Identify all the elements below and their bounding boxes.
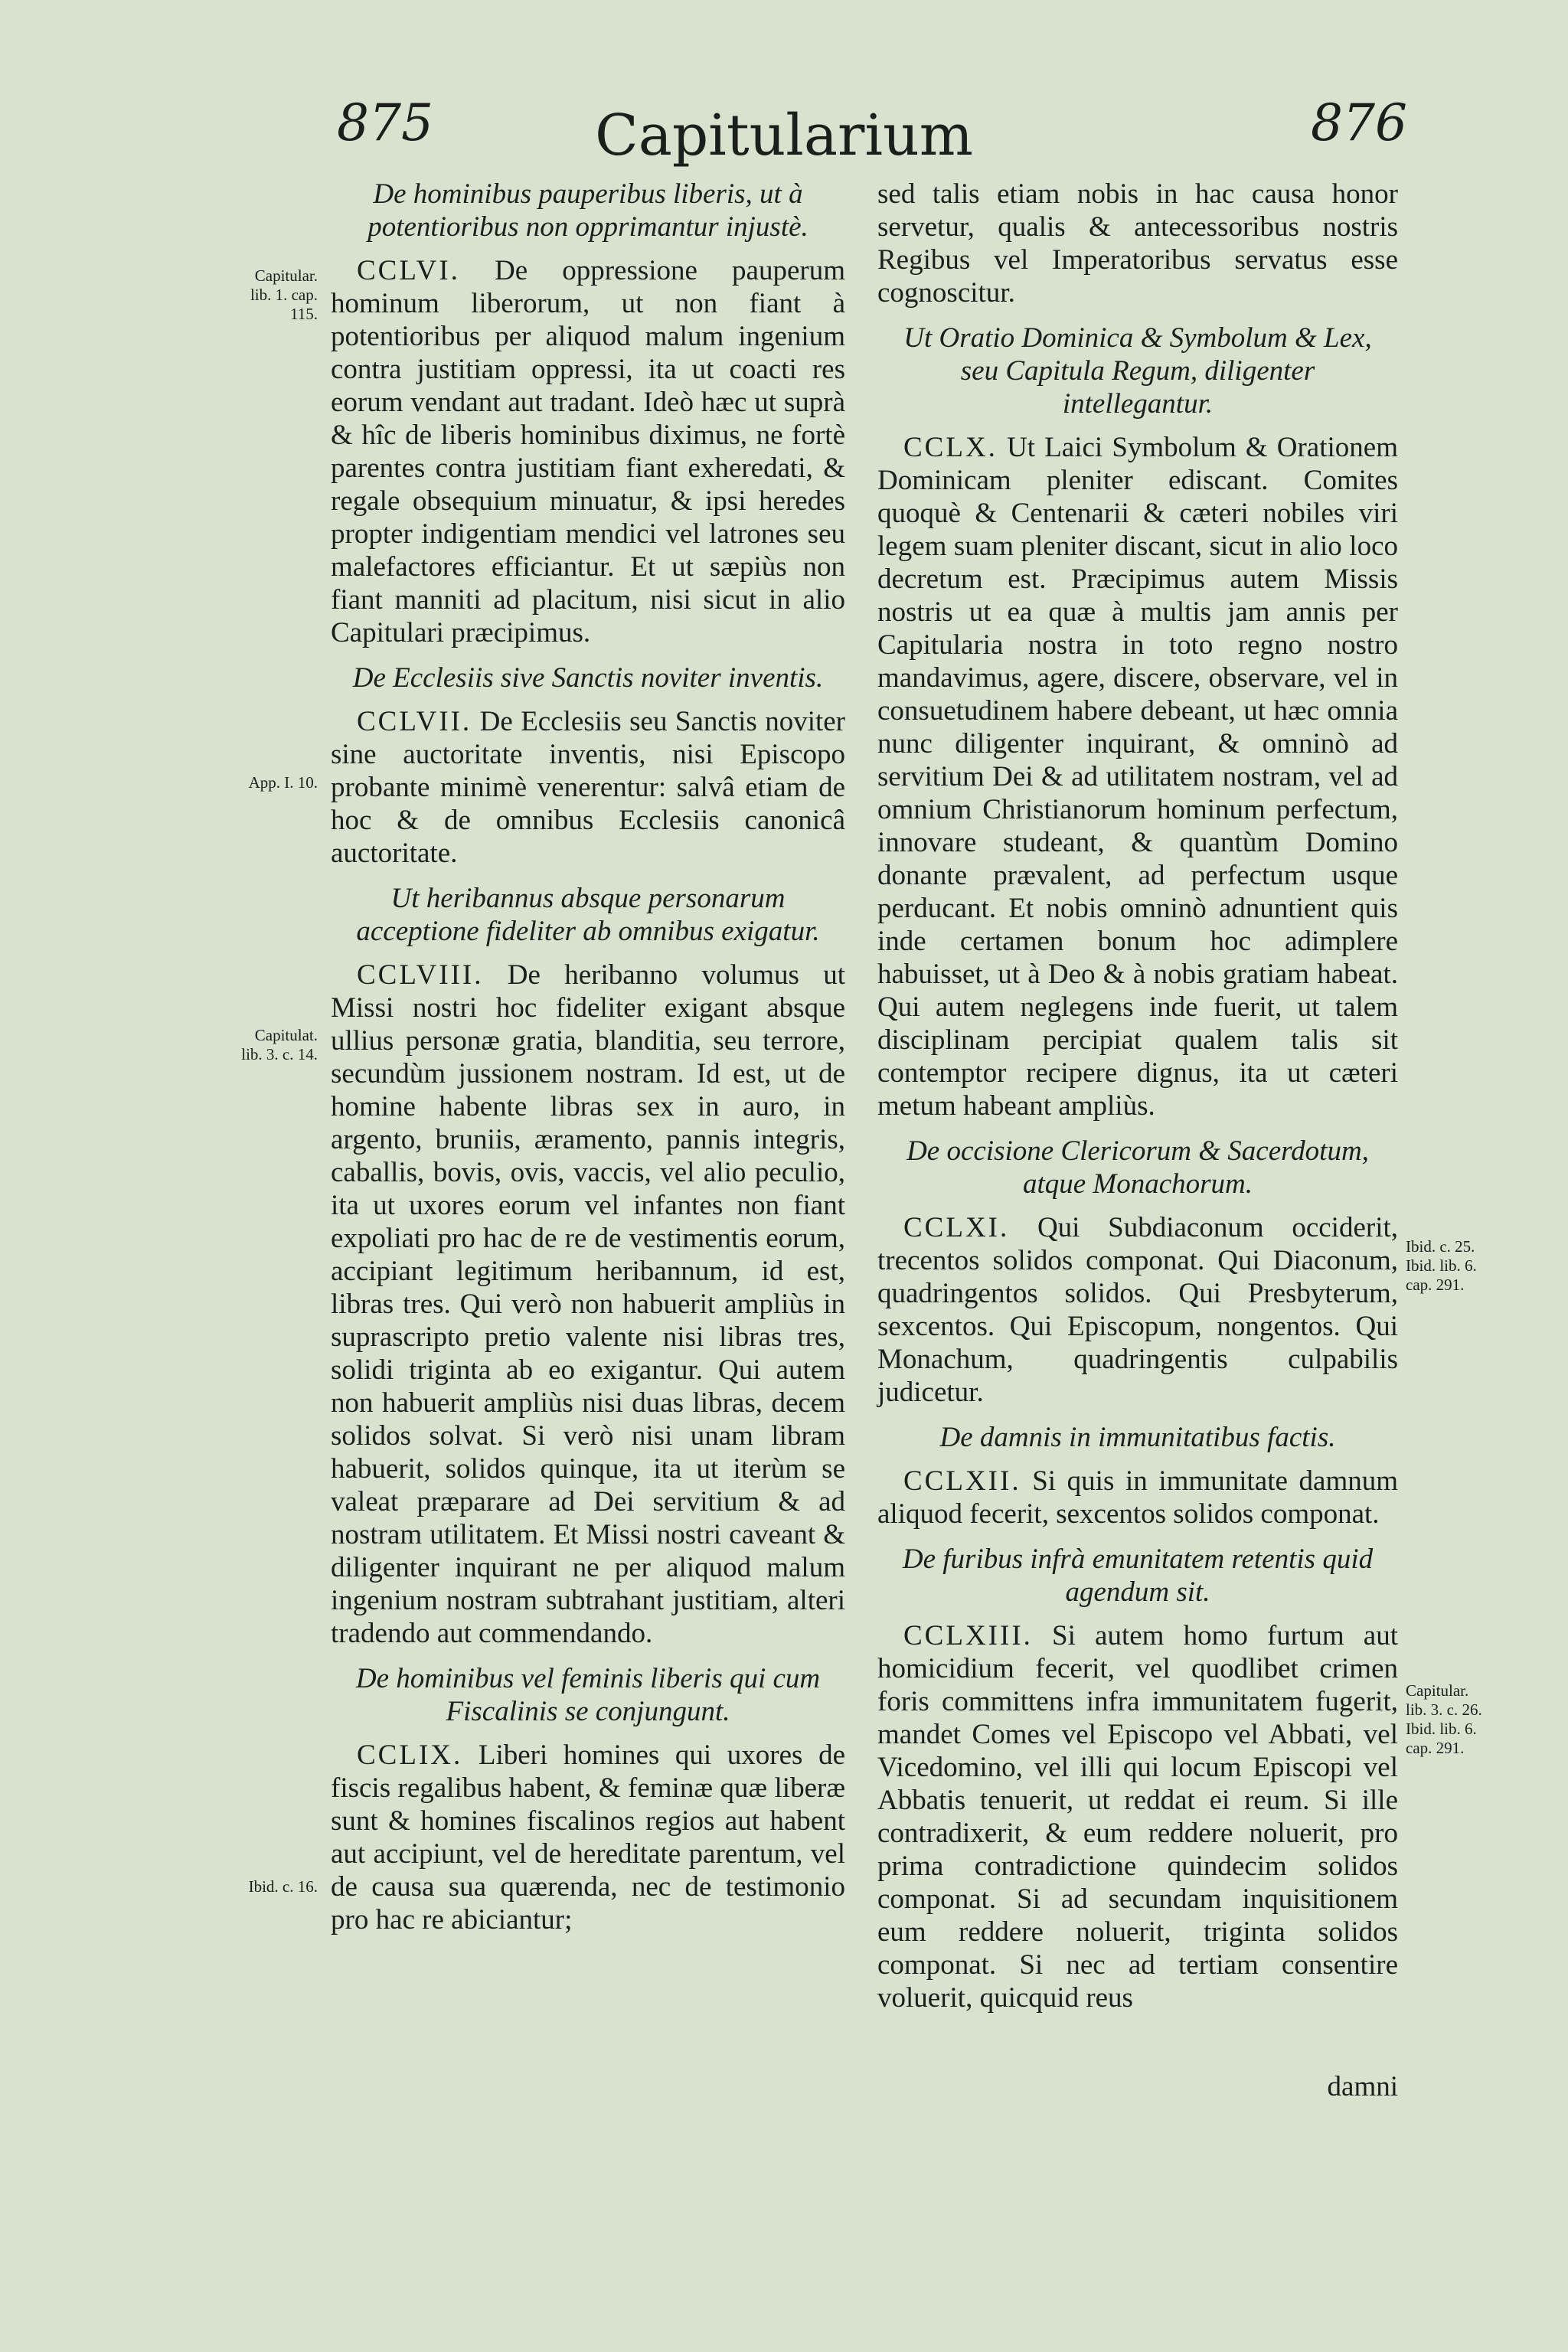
chapter-number: CCLVIII. [357,959,484,991]
section-heading: Ut heribannus absque personarum acceptione fideliter ab omnibus exigatur. [356,883,820,947]
chapter-text: De Ecclesiis seu Sanctis noviter sine auctoritate inventis, nisi Episcopo probante minimè venerentur: salvâ etiam de hoc & de omnibus Ecclesiis canonicâ auctoritate. [331,706,846,869]
chapter-paragraph [331,959,845,1650]
margin-note-ref: App. I. 10. [248,773,318,792]
chapter-number: CCLVII. [357,706,472,737]
chapter-text: Ut Laici Symbolum & Orationem Dominicam pleniter ediscant. Comites quoquè & Centenarii & cæteri nobiles viri legem suam pleniter discant, sicut in alio loco decretum est. Præcipimus autem Missis nostris ut ea quæ à multis jam annis per Capitularia nostra in toto regno nostro mandavimus, agere, discere, observare, vel in consuetudinem habere debeant, ut hæc omnia nunc diligenter inquirant, & omninò ad servitium Dei & ad utilitatem nostram, vel ad omnium Christianorum hominum perfectum, innovare studeant, & quantùm Domino donante prævalent, ad perfectum usque perducant. Et nobis omninò adnuntient quis inde certamen bonum hoc adimplere habuisset, ut à Deo & à nobis gratiam habeat. Qui autem neglegens inde fuerit, ut talem disciplinam percipiat qualem talis sit contemptor recipere dignus, ita ut cæteri metum habeant ampliùs. [877,432,1398,1122]
chapter-number: CCLVI. [357,255,460,286]
section-heading: De hominibus pauperibus liberis, ut à potentioribus non opprimantur injustè. [368,178,808,243]
section-heading: De furibus infrà emunitatem retentis quid agendum sit. [902,1544,1374,1608]
catchword: damni [1327,2071,1398,2102]
left-column [331,178,845,1949]
margin-note-ref: Ibid. c. 25. Ibid. lib. 6. cap. 291. [1406,1237,1477,1294]
page-number-right: 876 [1311,93,1407,152]
chapter-text: sed talis etiam nobis in hac causa honor servetur, qualis & antecessoribus nostris Regibus vel Imperatoribus servatus esse cognoscitur. [877,178,1398,309]
chapter-paragraph [877,178,1398,309]
chapter-text: Qui Subdiaconum occiderit, trecentos solidos componat. Qui Diaconum, quadringentos solidos. Qui Presbyterum, sexcentos. Qui Episcopum, nongentos. Qui Monachum, quadringentis culpabilis judicetur. [877,1212,1398,1408]
margin-note-ref: Capitulat. lib. 3. c. 14. [241,1026,318,1063]
running-title: Capitularium [595,103,973,168]
chapter-number: CCLX. [903,432,998,463]
chapter-text: Si autem homo furtum aut homicidium fecerit, vel quodlibet crimen foris committens infra immunitatem fugerit, mandet Comes vel Episcopo vel Abbati, vel Vicedomino, vel illi qui locum Episcopi vel Abbatis tenuerit, ut reddat ei reum. Si ille contradixerit, & eum reddere noluerit, pro prima contradictione quindecim solidos componat. Si ad secundam inquisitionem eum reddere noluerit, triginta solidos componat. Si nec ad tertiam consentire voluerit, quicquid reus [877,1620,1399,2014]
chapter-paragraph [331,1739,845,1936]
chapter-text: De heribanno volumus ut Missi nostri hoc fideliter exigant absque ullius personæ gratia, blanditia, seu terrore, secundùm jussionem nostram. Id est, ut de homine habente libras sex in auro, in argento, bruniis, æramento, pannis integris, caballis, bovis, ovis, vaccis, vel alio peculio, ita ut uxores eorum vel infantes non fiant expoliati pro hac de re de vestimentis eorum, accipiant legitimum heribannum, id est, libras tres. Qui verò non habuerit ampliùs in suprascripto pretio valente nisi libras tres, solidi triginta ab eo exigantur. Qui autem non habuerit ampliùs nisi duas libras, decem solidos solvat. Si verò nisi unam libram habuerit, solidos quinque, ita ut iterùm se valeat præparare ad Dei servitium & ad nostram utilitatem. Et Missi nostri caveant & diligenter inquirant ne per aliquod malum ingenium nostram subtrahant justitiam, alteri tradendo aut commendando. [331,959,846,1649]
section-heading: De damnis in immunitatibus factis. [939,1422,1336,1453]
chapter-number: CCLXIII. [903,1620,1033,1651]
page-number-left: 875 [337,93,433,152]
margin-note-ref: Capitular. lib. 1. cap. 115. [250,266,318,323]
margin-note-ref: Capitular. lib. 3. c. 26. Ibid. lib. 6. cap. 291. [1406,1681,1482,1757]
chapter-number: CCLXI. [903,1212,1010,1243]
chapter-paragraph [877,1619,1398,2014]
chapter-paragraph [877,1211,1398,1409]
margin-note-ref: Ibid. c. 16. [248,1877,318,1896]
chapter-text: Si quis in immunitate damnum aliquod fecerit, sexcentos solidos componat. [877,1465,1398,1530]
chapter-paragraph [331,705,845,870]
chapter-number: CCLXII. [903,1465,1021,1497]
chapter-paragraph [877,431,1398,1122]
section-heading: Ut Oratio Dominica & Symbolum & Lex, seu Capitula Regum, diligenter intellegantur. [903,322,1372,420]
section-heading: De occisione Clericorum & Sacerdotum, atque Monachorum. [906,1135,1369,1200]
chapter-text: De oppressione pauperum hominum liberorum, ut non fiant à potentioribus per aliquod malum ingenium contra justitiam oppressi, ita ut coacti res eorum vendant aut tradant. Ideò hæc ut suprà & hîc de liberis hominibus diximus, ne fortè parentes contra justitiam fiant exheredati, & regale obsequium minuatur, & ipsi heredes propter indigentiam mendici vel latrones seu malefactores efficiantur. Et ut sæpiùs non fiant manniti ad placitum, nisi sicut in alio Capitulari præcipimus. [331,255,845,648]
chapter-paragraph [331,254,845,649]
chapter-paragraph [877,1465,1398,1530]
section-heading: De Ecclesiis sive Sanctis noviter inventis. [352,662,824,694]
section-heading: De hominibus vel feminis liberis qui cum Fiscalinis se conjungunt. [355,1663,821,1727]
chapter-number: CCLIX. [357,1740,463,1771]
right-column [877,178,1398,2027]
chapter-text: Liberi homines qui uxores de fiscis regalibus habent, & feminæ quæ liberæ sunt & homines fiscalinos regios aut habent aut accipiunt, vel de hereditate parentum, vel de causa sua quærenda, nec de testimonio pro hac re abiciantur; [331,1740,845,1936]
